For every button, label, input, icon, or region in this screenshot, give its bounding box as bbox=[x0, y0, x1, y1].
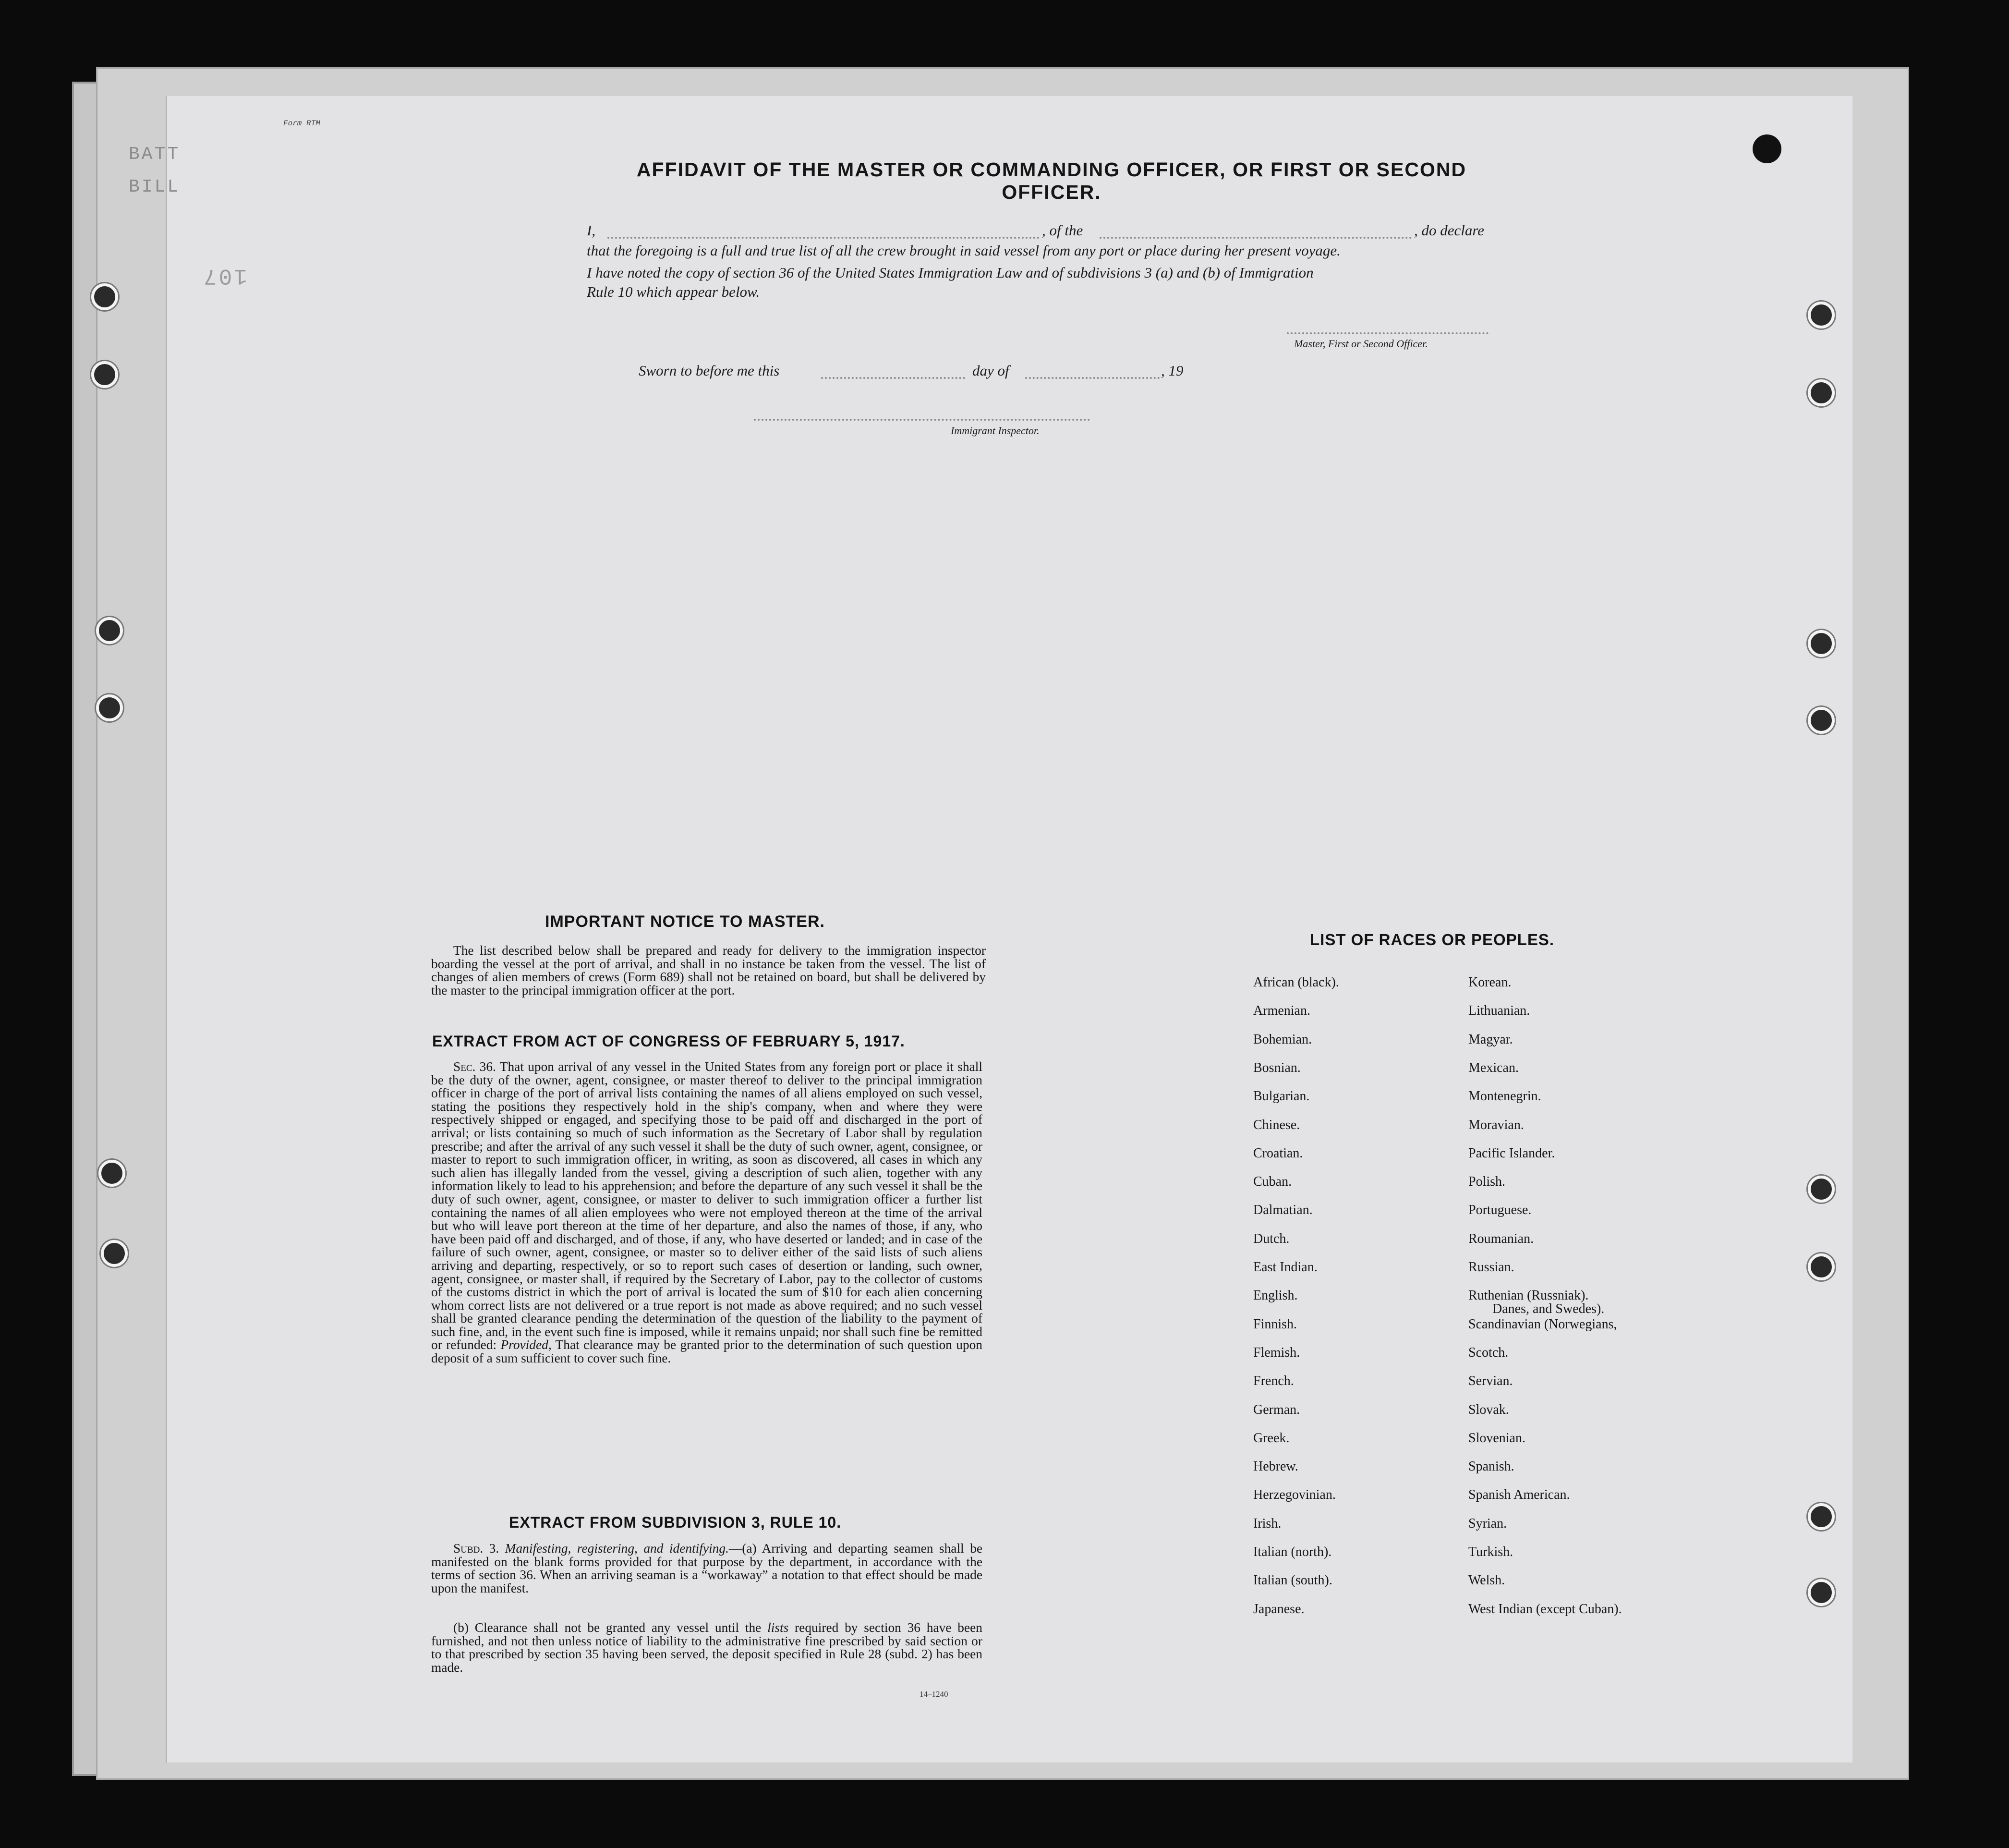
race-item: Lithuanian. bbox=[1468, 1003, 1530, 1019]
race-item: Servian. bbox=[1468, 1374, 1513, 1389]
race-item: Finnish. bbox=[1253, 1316, 1297, 1332]
para-b-text-end: required by section 36 have been furnished, and not then unless notice of liability to the administrative fine prescribed by said section or to that prescribed by section 35 having been served, the deposit specified in Rule 28 (subd. 2) has been made. bbox=[431, 1620, 982, 1675]
race-item: Montenegrin. bbox=[1468, 1089, 1541, 1104]
race-item: Bohemian. bbox=[1253, 1032, 1312, 1047]
act-body bbox=[431, 1060, 982, 1365]
para-b-label: (b) bbox=[453, 1620, 469, 1635]
race-item: Japanese. bbox=[1253, 1601, 1305, 1617]
race-item: Russian. bbox=[1468, 1260, 1514, 1275]
binder-hole-icon bbox=[98, 1160, 125, 1187]
race-item: Herzegovinian. bbox=[1253, 1487, 1336, 1503]
race-item: Ruthenian (Russniak). bbox=[1468, 1288, 1589, 1303]
binder-hole-icon bbox=[1808, 379, 1835, 406]
torn-corner bbox=[1753, 134, 1781, 163]
race-item: Pacific Islander. bbox=[1468, 1145, 1555, 1161]
race-item: Korean. bbox=[1468, 975, 1512, 990]
margin-fragment: BILL bbox=[129, 177, 181, 197]
rule-para-b bbox=[431, 1621, 982, 1674]
race-item: Danes, and Swedes). bbox=[1492, 1301, 1605, 1317]
blank-inspector-line bbox=[754, 419, 1090, 421]
race-item: Dutch. bbox=[1253, 1231, 1290, 1246]
form-stamp: Form RTM bbox=[283, 119, 320, 128]
document-page bbox=[166, 96, 1852, 1763]
day-of-text: day of bbox=[972, 362, 1009, 379]
race-item: Magyar. bbox=[1468, 1032, 1513, 1047]
race-item: Greek. bbox=[1253, 1430, 1290, 1446]
subd-title: Manifesting, registering, and identifying. bbox=[505, 1541, 729, 1556]
margin-fragment: 107 bbox=[202, 263, 247, 288]
blank-month-line bbox=[1025, 377, 1160, 379]
blank-day-line bbox=[821, 377, 965, 379]
binder-hole-icon bbox=[1808, 707, 1835, 734]
act-text: That upon arrival of any vessel in the United States from any foreign port or place it shall be the duty of the owner, agent, consignee, or master thereof to deliver to the principal immigration officer in charge of the port of arrival lists containing the names of all aliens employed on such vessel, stating the positions they respectively hold in the ship's company, when and where they were respectively shipped or engaged, and specifying those to be paid off and discharged in the port of arrival; or lists containing so much of such information as the Secretary of Labor shall by regulation prescribe; and after the arrival of any such vessel it shall be the duty of such owner, agent, consignee, or master to report to such immigration officer, in writing, as soon as discovered, all cases in which any such alien has illegally landed from the vessel, giving a description of such alien, together with any information likely to lead to his apprehension; and before the departure of any such vessel it shall be the duty of such owner, agent, consignee, or master to deliver to such immigration officer a further list containing the names of all alien employees who were not employed thereon at the time of the arrival but who will leave port thereon at the time of her departure, and also the names of those, if any, who have been paid off and discharged, and of those, if any, who have deserted or landed; and in case of the failure of such owner, agent, consignee, or master so to deliver either of the said lists of such aliens arriving and departing, respectively, or so to report such cases of desertion or landing, such owner, agent, consignee, or master shall, if required by the Secretary of Labor, pay to the collector of customs of the customs district in which the port of arrival is located the sum of $10 for each alien concerning whom correct lists are not delivered or a true report is not made as above required; and no such vessel shall be granted clearance pending the determination of the question of the liability to the payment of such fine, and, in the event such fine is imposed, while it remains unpaid; nor shall such fine be remitted or refunded: bbox=[431, 1059, 982, 1352]
race-item: Scotch. bbox=[1468, 1345, 1509, 1360]
race-item: Dalmatian. bbox=[1253, 1203, 1313, 1218]
race-item: Spanish. bbox=[1468, 1459, 1514, 1474]
binder-hole-icon bbox=[1808, 1176, 1835, 1203]
binder-hole-icon bbox=[96, 617, 123, 644]
race-item: Spanish American. bbox=[1468, 1487, 1570, 1503]
inspector-label: Immigrant Inspector. bbox=[951, 425, 1040, 437]
race-item: Italian (north). bbox=[1253, 1544, 1332, 1559]
binder-hole-icon bbox=[1808, 302, 1835, 328]
race-item: East Indian. bbox=[1253, 1260, 1318, 1275]
affidavit-statement: Rule 10 which appear below. bbox=[587, 283, 760, 300]
act-heading: EXTRACT FROM ACT OF CONGRESS OF FEBRUARY 5, 1917. bbox=[432, 1033, 905, 1050]
affidavit-i: I, bbox=[587, 222, 596, 239]
race-item: Chinese. bbox=[1253, 1117, 1300, 1132]
race-item: Armenian. bbox=[1253, 1003, 1310, 1019]
para-b-text: Clearance shall not be granted any vessel until the bbox=[474, 1620, 762, 1635]
race-item: French. bbox=[1253, 1374, 1294, 1389]
race-item: German. bbox=[1253, 1402, 1300, 1417]
race-item: Moravian. bbox=[1468, 1117, 1524, 1132]
race-item: Bosnian. bbox=[1253, 1060, 1301, 1075]
master-label: Master, First or Second Officer. bbox=[1294, 338, 1428, 350]
form-number: 14–1240 bbox=[920, 1690, 948, 1699]
rule-heading: EXTRACT FROM SUBDIVISION 3, RULE 10. bbox=[509, 1514, 842, 1531]
notice-heading: IMPORTANT NOTICE TO MASTER. bbox=[545, 912, 825, 931]
race-item: Flemish. bbox=[1253, 1345, 1300, 1360]
race-item: African (black). bbox=[1253, 975, 1339, 990]
blank-vessel-line bbox=[1100, 237, 1412, 239]
blank-signature-line bbox=[1287, 332, 1489, 334]
affidavit-statement: that the foregoing is a full and true list of all the crew brought in said vessel from any port or place during her present voyage. bbox=[587, 242, 1341, 259]
binder-hole-icon bbox=[1808, 1503, 1835, 1530]
affidavit-title: AFFIDAVIT OF THE MASTER OR COMMANDING OFFICER, OR FIRST OR SECOND OFFICER. bbox=[636, 158, 1467, 203]
section-label: Sec. 36. bbox=[453, 1059, 496, 1074]
blank-name-line bbox=[607, 237, 1040, 239]
binder-hole-icon bbox=[1808, 1253, 1835, 1280]
binder-hole-icon bbox=[1808, 1579, 1835, 1606]
affidavit-of-the: , of the bbox=[1042, 222, 1083, 239]
race-item: Cuban. bbox=[1253, 1174, 1292, 1190]
subd-label: Subd. 3. bbox=[453, 1541, 499, 1556]
race-item: Portuguese. bbox=[1468, 1203, 1532, 1218]
sworn-text: Sworn to before me this bbox=[639, 362, 780, 379]
race-item: Bulgarian. bbox=[1253, 1089, 1310, 1104]
para-a-text: Arriving and departing seamen shall be manifested on the blank forms provided for that purpose by the department, in accordance with the terms of section 36. When an arriving seaman is a “workaway” a notation to that effect should be made upon the manifest. bbox=[431, 1541, 982, 1595]
race-item: Scandinavian (Norwegians, bbox=[1468, 1316, 1617, 1332]
race-item: Croatian. bbox=[1253, 1145, 1303, 1161]
binder-hole-icon bbox=[101, 1240, 128, 1267]
lists-word: lists bbox=[767, 1620, 789, 1635]
race-item: Welsh. bbox=[1468, 1573, 1505, 1588]
affidavit-statement: I have noted the copy of section 36 of the United States Immigration Law and of subdivisions 3 (a) and (b) of Immigration bbox=[587, 264, 1314, 281]
binder-hole-icon bbox=[1808, 630, 1835, 657]
margin-fragment: BATT bbox=[129, 144, 181, 165]
binder-hole-icon bbox=[91, 361, 118, 388]
race-item: Irish. bbox=[1253, 1516, 1282, 1531]
year-text: , 19 bbox=[1161, 362, 1184, 379]
rule-para-a bbox=[431, 1542, 982, 1595]
para-a-label: —(a) bbox=[728, 1541, 757, 1556]
race-item: Slovak. bbox=[1468, 1402, 1509, 1417]
binder-hole-icon bbox=[91, 283, 118, 310]
provided-word: Provided, bbox=[500, 1337, 552, 1352]
race-item: Roumanian. bbox=[1468, 1231, 1534, 1246]
races-heading: LIST OF RACES OR PEOPLES. bbox=[1310, 931, 1555, 948]
race-item: Slovenian. bbox=[1468, 1430, 1525, 1446]
race-item: Polish. bbox=[1468, 1174, 1506, 1190]
race-item: Italian (south). bbox=[1253, 1573, 1332, 1588]
act-text-end: That clearance may be granted prior to the determination of such question upon deposit of a sum sufficient to cover such fine. bbox=[431, 1337, 982, 1366]
affidavit-do-declare: , do declare bbox=[1414, 222, 1485, 239]
notice-body: The list described below shall be prepared and ready for delivery to the immigration inspector boarding the vessel at the port of arrival, and shall in no instance be taken from the vessel. The list of changes of alien members of crews (Form 689) shall not be retained on board, but shall be delivered by the master to the principal immigration officer at the port. bbox=[431, 943, 986, 997]
race-item: Mexican. bbox=[1468, 1060, 1519, 1075]
race-item: Hebrew. bbox=[1253, 1459, 1298, 1474]
binder-hole-icon bbox=[96, 694, 123, 721]
race-item: Syrian. bbox=[1468, 1516, 1507, 1531]
race-item: West Indian (except Cuban). bbox=[1468, 1601, 1622, 1617]
race-item: Turkish. bbox=[1468, 1544, 1513, 1559]
race-item: English. bbox=[1253, 1288, 1298, 1303]
